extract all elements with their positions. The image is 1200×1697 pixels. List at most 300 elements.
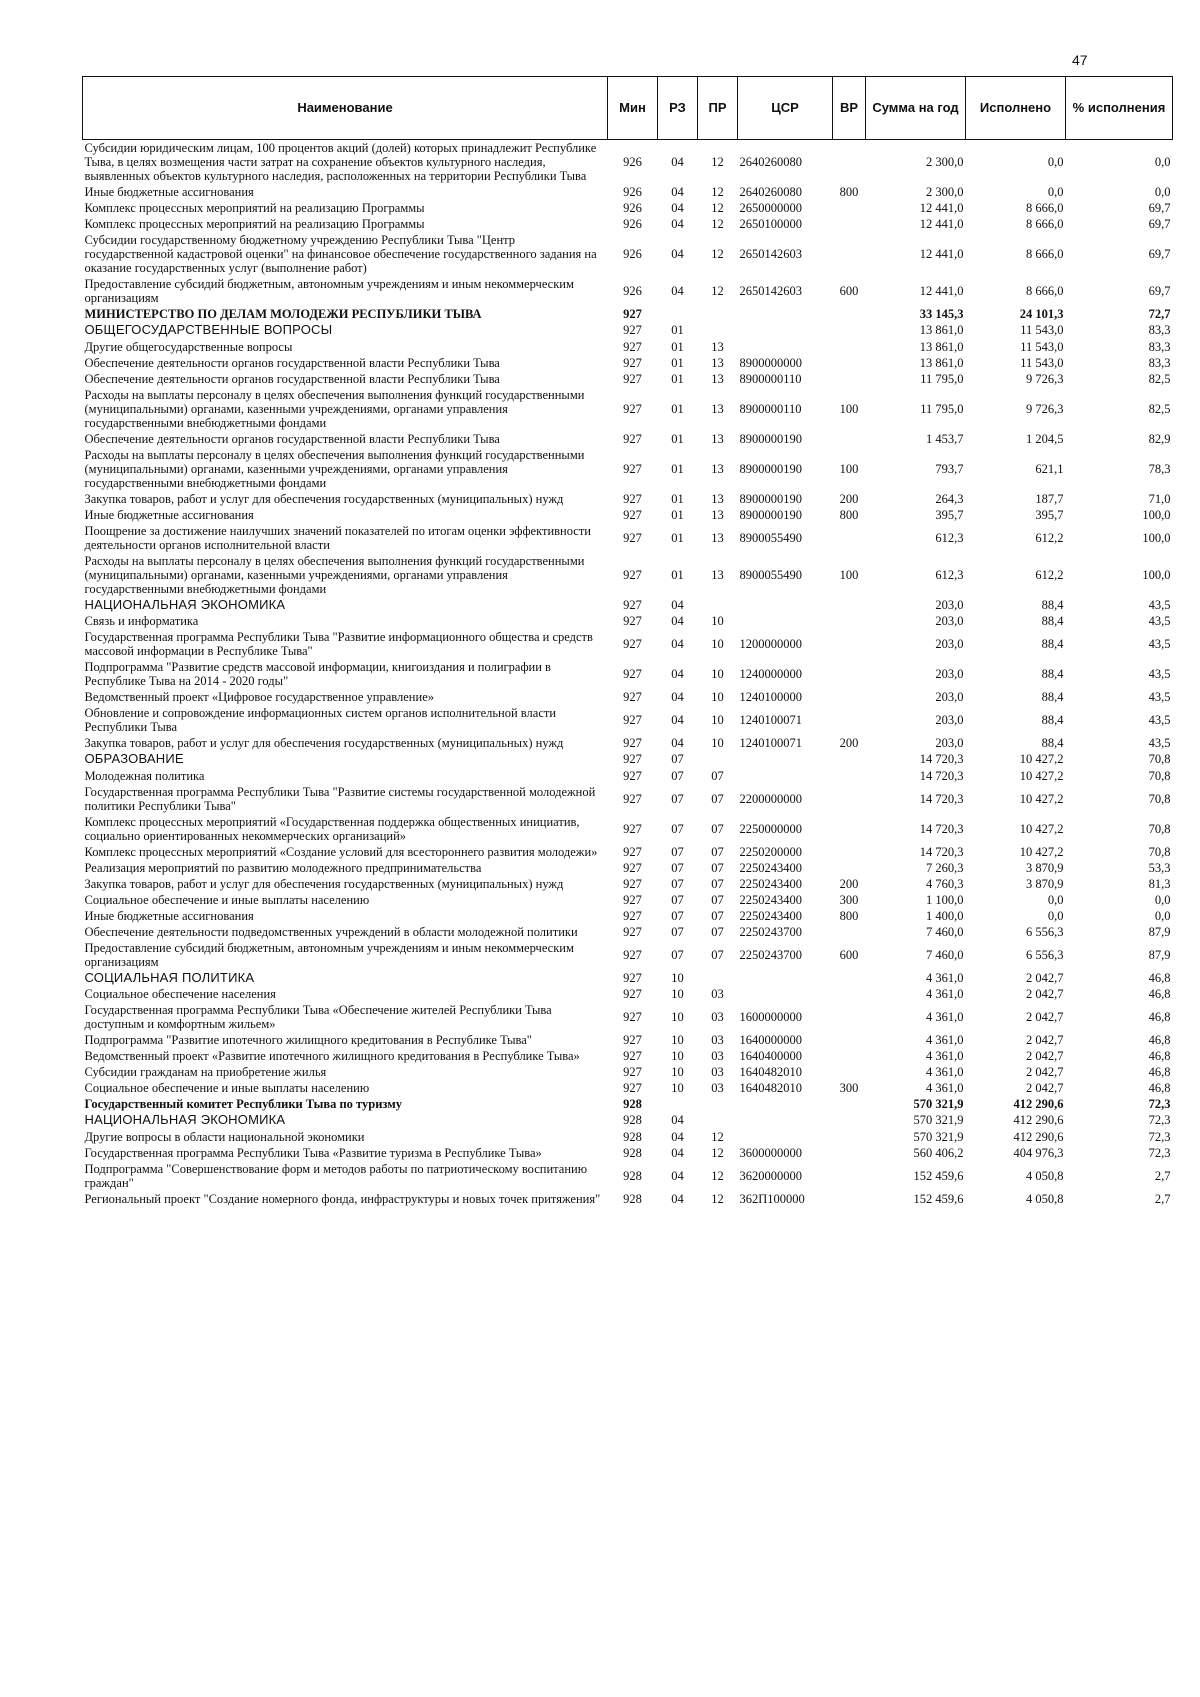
row-name-cell: Обновление и сопровождение информационных систем органов исполнительной власти Республики Тыва bbox=[84, 706, 557, 735]
row-sum-cell: 12 441,0 bbox=[919, 201, 964, 215]
row-rz-cell: 07 bbox=[671, 947, 684, 962]
row-sum-cell: 13 861,0 bbox=[919, 339, 964, 354]
table-row bbox=[83, 892, 1173, 908]
row-pct-cell: 70,8 bbox=[1148, 752, 1171, 767]
row-min-cell: 927 bbox=[623, 736, 642, 751]
row-pr-cell: 13 bbox=[711, 507, 724, 522]
row-name-cell: Субсидии государственному бюджетному учреждению Республики Тыва "Центр государственной кадастровой оценки" на финансовое обеспечение государственного задания на оказание государственных услуг (выполнение работ) bbox=[84, 233, 597, 275]
table-row bbox=[83, 1112, 1173, 1129]
row-min-cell: 927 bbox=[623, 667, 642, 682]
row-csr-cell: 8900000190 bbox=[739, 461, 802, 476]
table-body bbox=[83, 140, 1173, 1207]
row-csr-cell: 8900000110 bbox=[739, 401, 802, 416]
header-row bbox=[83, 77, 1173, 140]
row-pr-cell bbox=[698, 1112, 738, 1129]
row-done-cell: 88,4 bbox=[1041, 713, 1064, 728]
table-row bbox=[83, 784, 1173, 814]
row-min-cell: 927 bbox=[623, 791, 642, 806]
row-min-cell: 927 bbox=[623, 987, 642, 1002]
row-rz-cell: 01 bbox=[671, 507, 684, 522]
row-min-cell: 927 bbox=[623, 491, 642, 506]
row-name-cell: СОЦИАЛЬНАЯ ПОЛИТИКА bbox=[84, 969, 255, 985]
row-pr-cell: 12 bbox=[711, 1168, 724, 1183]
row-rz-cell: 04 bbox=[671, 1129, 684, 1144]
row-name-cell: Государственная программа Республики Тыва «Развитие туризма в Республике Тыва» bbox=[84, 1145, 542, 1160]
row-done-cell: 88,4 bbox=[1041, 597, 1064, 612]
row-vr-cell: 100 bbox=[839, 461, 859, 476]
row-sum-cell: 612,3 bbox=[935, 567, 964, 582]
row-pr-cell: 13 bbox=[711, 530, 724, 545]
row-pr-cell: 07 bbox=[711, 908, 724, 923]
row-sum-cell: 793,7 bbox=[935, 461, 964, 476]
row-min-cell: 926 bbox=[623, 284, 642, 298]
row-sum-cell: 152 459,6 bbox=[913, 1168, 964, 1183]
row-rz-cell: 04 bbox=[671, 185, 684, 199]
row-pct-cell: 69,7 bbox=[1148, 247, 1171, 261]
col-header-rz: РЗ bbox=[658, 77, 698, 140]
table-row bbox=[83, 140, 1173, 185]
row-csr-cell: 3620000000 bbox=[739, 1168, 802, 1183]
table-row bbox=[83, 1048, 1173, 1064]
row-name-cell: Социальное обеспечение и иные выплаты населению bbox=[84, 1081, 370, 1096]
row-rz-cell: 07 bbox=[671, 892, 684, 907]
row-name-cell: Молодежная политика bbox=[84, 768, 205, 783]
row-done-cell: 2 042,7 bbox=[1026, 987, 1064, 1002]
row-pct-cell: 72,7 bbox=[1148, 307, 1171, 321]
row-done-cell: 8 666,0 bbox=[1026, 217, 1064, 231]
row-pct-cell: 70,8 bbox=[1148, 844, 1171, 859]
row-pct-cell: 72,3 bbox=[1148, 1129, 1171, 1144]
table-row bbox=[83, 339, 1173, 355]
row-pr-cell: 07 bbox=[711, 768, 724, 783]
row-pct-cell: 53,3 bbox=[1148, 860, 1171, 875]
row-rz-cell: 07 bbox=[671, 821, 684, 836]
row-min-cell: 927 bbox=[623, 401, 642, 416]
table-row bbox=[83, 940, 1173, 970]
row-pct-cell: 100,0 bbox=[1142, 530, 1171, 545]
row-rz-cell: 07 bbox=[671, 860, 684, 875]
row-pct-cell: 0,0 bbox=[1154, 908, 1171, 923]
row-name-cell: Предоставление субсидий бюджетным, автономным учреждениям и иным некоммерческим организациям bbox=[84, 277, 574, 305]
row-done-cell: 88,4 bbox=[1041, 736, 1064, 751]
table-row bbox=[83, 1002, 1173, 1032]
row-pr-cell: 13 bbox=[711, 461, 724, 476]
row-pr-cell: 13 bbox=[711, 355, 724, 370]
row-csr-cell: 8900000000 bbox=[739, 355, 802, 370]
row-pct-cell: 70,8 bbox=[1148, 768, 1171, 783]
row-sum-cell: 203,0 bbox=[935, 690, 964, 705]
row-min-cell: 927 bbox=[623, 614, 642, 629]
row-sum-cell: 4 361,0 bbox=[926, 987, 964, 1002]
row-done-cell: 412 290,6 bbox=[1013, 1097, 1064, 1112]
row-rz-cell: 10 bbox=[671, 1033, 684, 1048]
row-pr-cell: 12 bbox=[711, 1145, 724, 1160]
table-row bbox=[83, 986, 1173, 1002]
row-vr-cell: 200 bbox=[839, 491, 859, 506]
row-done-cell: 3 870,9 bbox=[1026, 876, 1064, 891]
row-pr-cell: 03 bbox=[711, 1033, 724, 1048]
row-rz-cell: 04 bbox=[671, 614, 684, 629]
row-pr-cell: 13 bbox=[711, 431, 724, 446]
row-vr-cell bbox=[833, 1112, 866, 1129]
row-vr-cell bbox=[833, 322, 866, 339]
row-pr-cell: 03 bbox=[711, 1010, 724, 1025]
row-pr-cell: 13 bbox=[711, 401, 724, 416]
row-csr-cell: 2250243400 bbox=[739, 908, 802, 923]
budget-table bbox=[82, 76, 1173, 1207]
row-done-cell: 612,2 bbox=[1035, 530, 1064, 545]
row-rz-cell: 10 bbox=[671, 1081, 684, 1096]
row-csr-cell: 8900000110 bbox=[739, 371, 802, 386]
row-min-cell: 928 bbox=[623, 1113, 642, 1128]
row-name-cell: Другие общегосударственные вопросы bbox=[84, 339, 293, 354]
table-row bbox=[83, 970, 1173, 987]
row-pr-cell bbox=[698, 970, 738, 987]
row-pr-cell bbox=[698, 597, 738, 614]
row-sum-cell: 1 453,7 bbox=[926, 431, 964, 446]
row-rz-cell: 01 bbox=[671, 567, 684, 582]
row-vr-cell bbox=[833, 306, 866, 322]
row-done-cell: 10 427,2 bbox=[1019, 844, 1064, 859]
row-pr-cell: 07 bbox=[711, 947, 724, 962]
row-csr-cell bbox=[738, 751, 833, 768]
row-rz-cell: 04 bbox=[671, 667, 684, 682]
row-pr-cell: 12 bbox=[711, 1191, 724, 1206]
row-pct-cell: 2,7 bbox=[1154, 1168, 1171, 1183]
row-pct-cell: 69,7 bbox=[1148, 284, 1171, 298]
row-min-cell: 927 bbox=[623, 1081, 642, 1096]
row-done-cell: 2 042,7 bbox=[1026, 1065, 1064, 1080]
row-pct-cell: 72,3 bbox=[1148, 1097, 1171, 1112]
row-rz-cell: 01 bbox=[671, 401, 684, 416]
row-pct-cell: 100,0 bbox=[1142, 507, 1171, 522]
table-row bbox=[83, 1064, 1173, 1080]
row-rz-cell bbox=[658, 1096, 698, 1112]
table-row bbox=[83, 613, 1173, 629]
row-sum-cell: 4 760,3 bbox=[926, 876, 964, 891]
row-vr-cell bbox=[833, 1002, 866, 1032]
row-pr-cell: 07 bbox=[711, 821, 724, 836]
row-name-cell: Субсидии гражданам на приобретение жилья bbox=[84, 1065, 327, 1080]
row-csr-cell bbox=[738, 1112, 833, 1129]
row-vr-cell: 200 bbox=[839, 736, 859, 751]
row-vr-cell bbox=[833, 431, 866, 447]
row-csr-cell: 2200000000 bbox=[739, 791, 802, 806]
row-csr-cell bbox=[738, 1129, 833, 1145]
row-sum-cell: 203,0 bbox=[935, 637, 964, 652]
row-name-cell: Ведомственный проект «Цифровое государственное управление» bbox=[84, 690, 434, 705]
row-pr-cell: 10 bbox=[711, 637, 724, 652]
row-name-cell: НАЦИОНАЛЬНАЯ ЭКОНОМИКА bbox=[84, 596, 286, 612]
row-name-cell: Подпрограмма "Развитие ипотечного жилищного кредитования в Республике Тыва" bbox=[84, 1033, 532, 1048]
row-min-cell: 927 bbox=[623, 844, 642, 859]
table-row bbox=[83, 924, 1173, 940]
row-done-cell: 2 042,7 bbox=[1026, 1033, 1064, 1048]
row-sum-cell: 11 795,0 bbox=[920, 401, 964, 416]
row-sum-cell: 7 460,0 bbox=[926, 924, 964, 939]
row-min-cell: 927 bbox=[623, 768, 642, 783]
row-pct-cell: 87,9 bbox=[1148, 924, 1171, 939]
row-vr-cell bbox=[833, 751, 866, 768]
row-vr-cell bbox=[833, 371, 866, 387]
row-pr-cell bbox=[698, 322, 738, 339]
row-vr-cell bbox=[833, 1145, 866, 1161]
row-min-cell: 927 bbox=[623, 530, 642, 545]
row-rz-cell: 10 bbox=[671, 1049, 684, 1064]
row-pct-cell: 43,5 bbox=[1148, 597, 1171, 612]
row-min-cell: 926 bbox=[623, 201, 642, 215]
row-vr-cell: 600 bbox=[839, 947, 859, 962]
table-row bbox=[83, 629, 1173, 659]
row-vr-cell: 100 bbox=[839, 567, 859, 582]
row-min-cell: 927 bbox=[623, 821, 642, 836]
row-sum-cell: 4 361,0 bbox=[926, 970, 964, 985]
row-pct-cell: 87,9 bbox=[1148, 947, 1171, 962]
row-rz-cell: 07 bbox=[671, 876, 684, 891]
row-rz-cell bbox=[658, 306, 698, 322]
row-name-cell: ОБРАЗОВАНИЕ bbox=[84, 751, 184, 767]
row-name-cell: НАЦИОНАЛЬНАЯ ЭКОНОМИКА bbox=[84, 1112, 286, 1128]
row-sum-cell: 264,3 bbox=[935, 491, 964, 506]
table-row bbox=[83, 1080, 1173, 1096]
col-header-min: Мин bbox=[608, 77, 658, 140]
row-csr-cell: 8900055490 bbox=[739, 530, 802, 545]
row-pct-cell: 0,0 bbox=[1154, 892, 1171, 907]
table-row bbox=[83, 751, 1173, 768]
row-pct-cell: 69,7 bbox=[1148, 201, 1171, 215]
row-min-cell: 927 bbox=[623, 637, 642, 652]
row-pr-cell: 10 bbox=[711, 667, 724, 682]
table-row bbox=[83, 306, 1173, 322]
row-vr-cell bbox=[833, 1032, 866, 1048]
row-sum-cell: 203,0 bbox=[935, 614, 964, 629]
row-done-cell: 8 666,0 bbox=[1026, 201, 1064, 215]
row-pr-cell bbox=[698, 306, 738, 322]
row-min-cell: 927 bbox=[623, 970, 642, 985]
row-rz-cell: 10 bbox=[671, 1010, 684, 1025]
row-pr-cell: 03 bbox=[711, 1081, 724, 1096]
row-vr-cell: 300 bbox=[839, 1081, 859, 1096]
row-done-cell: 8 666,0 bbox=[1026, 247, 1064, 261]
row-sum-cell: 4 361,0 bbox=[926, 1033, 964, 1048]
row-csr-cell: 2250243700 bbox=[739, 924, 802, 939]
row-vr-cell bbox=[833, 1048, 866, 1064]
row-name-cell: Государственный комитет Республики Тыва по туризму bbox=[84, 1097, 403, 1112]
row-pct-cell: 83,3 bbox=[1148, 339, 1171, 354]
row-name-cell: Обеспечение деятельности органов государственной власти Республики Тыва bbox=[84, 431, 500, 446]
row-sum-cell: 13 861,0 bbox=[919, 323, 964, 338]
row-pr-cell bbox=[698, 1096, 738, 1112]
row-vr-cell bbox=[833, 1161, 866, 1191]
row-done-cell: 2 042,7 bbox=[1026, 1049, 1064, 1064]
row-csr-cell: 2250243400 bbox=[739, 892, 802, 907]
row-rz-cell: 07 bbox=[671, 791, 684, 806]
row-done-cell: 10 427,2 bbox=[1019, 821, 1064, 836]
table-row bbox=[83, 1191, 1173, 1207]
row-name-cell: Другие вопросы в области национальной экономики bbox=[84, 1129, 365, 1144]
row-pct-cell: 46,8 bbox=[1148, 970, 1171, 985]
row-rz-cell: 04 bbox=[671, 736, 684, 751]
row-csr-cell bbox=[738, 768, 833, 784]
row-csr-cell: 1640482010 bbox=[739, 1081, 802, 1096]
row-done-cell: 0,0 bbox=[1047, 155, 1064, 169]
row-pr-cell: 12 bbox=[711, 217, 724, 231]
row-done-cell: 10 427,2 bbox=[1019, 752, 1064, 767]
row-min-cell: 927 bbox=[623, 947, 642, 962]
row-name-cell: Комплекс процессных мероприятий «Создание условий для всестороннего развития молодежи» bbox=[84, 844, 598, 859]
row-min-cell: 927 bbox=[623, 355, 642, 370]
row-pct-cell: 70,8 bbox=[1148, 791, 1171, 806]
row-pct-cell: 0,0 bbox=[1154, 155, 1171, 169]
row-vr-cell bbox=[833, 768, 866, 784]
row-csr-cell: 1640482010 bbox=[739, 1065, 802, 1080]
row-min-cell: 927 bbox=[623, 567, 642, 582]
row-csr-cell: 3600000000 bbox=[739, 1145, 802, 1160]
row-csr-cell: 2250000000 bbox=[739, 821, 802, 836]
row-min-cell: 927 bbox=[623, 1049, 642, 1064]
row-pct-cell: 43,5 bbox=[1148, 736, 1171, 751]
row-pct-cell: 0,0 bbox=[1154, 185, 1171, 199]
row-done-cell: 404 976,3 bbox=[1013, 1145, 1064, 1160]
row-name-cell: Предоставление субсидий бюджетным, автономным учреждениям и иным некоммерческим организациям bbox=[84, 940, 574, 969]
row-pct-cell: 43,5 bbox=[1148, 667, 1171, 682]
row-pct-cell: 72,3 bbox=[1148, 1145, 1171, 1160]
row-min-cell: 927 bbox=[623, 690, 642, 705]
row-vr-cell bbox=[833, 705, 866, 735]
row-min-cell: 928 bbox=[623, 1191, 642, 1206]
row-name-cell: Иные бюджетные ассигнования bbox=[84, 185, 254, 199]
row-min-cell: 926 bbox=[623, 185, 642, 199]
table-row bbox=[83, 355, 1173, 371]
row-done-cell: 2 042,7 bbox=[1026, 1081, 1064, 1096]
row-done-cell: 88,4 bbox=[1041, 637, 1064, 652]
row-pr-cell: 07 bbox=[711, 844, 724, 859]
row-vr-cell bbox=[833, 784, 866, 814]
row-sum-cell: 570 321,9 bbox=[913, 1097, 964, 1112]
row-pct-cell: 43,5 bbox=[1148, 637, 1171, 652]
row-min-cell: 927 bbox=[623, 597, 642, 612]
row-sum-cell: 13 861,0 bbox=[919, 355, 964, 370]
row-name-cell: Поощрение за достижение наилучших значений показателей по итогам оценки эффективности деятельности органов исполнительной власти bbox=[84, 523, 592, 552]
row-name-cell: Государственная программа Республики Тыва «Обеспечение жителей Республики Тыва доступным и комфортным жильем» bbox=[84, 1003, 552, 1032]
row-pr-cell: 12 bbox=[711, 1129, 724, 1144]
row-rz-cell: 01 bbox=[671, 530, 684, 545]
row-pct-cell: 82,5 bbox=[1148, 371, 1171, 386]
row-csr-cell: 2250243400 bbox=[739, 860, 802, 875]
table-row bbox=[83, 200, 1173, 216]
table-row bbox=[83, 659, 1173, 689]
row-sum-cell: 14 720,3 bbox=[919, 821, 964, 836]
row-name-cell: Иные бюджетные ассигнования bbox=[84, 507, 254, 522]
row-sum-cell: 12 441,0 bbox=[919, 247, 964, 261]
row-vr-cell bbox=[833, 986, 866, 1002]
row-sum-cell: 14 720,3 bbox=[919, 752, 964, 767]
row-pct-cell: 82,5 bbox=[1148, 401, 1171, 416]
row-sum-cell: 1 100,0 bbox=[926, 892, 964, 907]
row-pr-cell: 03 bbox=[711, 1049, 724, 1064]
col-header-sum: Сумма на год bbox=[866, 77, 966, 140]
row-vr-cell bbox=[833, 355, 866, 371]
row-rz-cell: 07 bbox=[671, 768, 684, 783]
table-row bbox=[83, 216, 1173, 232]
row-done-cell: 612,2 bbox=[1035, 567, 1064, 582]
row-sum-cell: 560 406,2 bbox=[913, 1145, 964, 1160]
table-row bbox=[83, 735, 1173, 751]
row-sum-cell: 2 300,0 bbox=[926, 185, 964, 199]
row-pct-cell: 43,5 bbox=[1148, 614, 1171, 629]
row-done-cell: 395,7 bbox=[1035, 507, 1064, 522]
row-done-cell: 4 050,8 bbox=[1026, 1168, 1064, 1183]
row-min-cell: 927 bbox=[623, 339, 642, 354]
table-row bbox=[83, 768, 1173, 784]
row-min-cell: 927 bbox=[623, 860, 642, 875]
row-min-cell: 927 bbox=[623, 892, 642, 907]
row-csr-cell bbox=[738, 306, 833, 322]
row-name-cell: Социальное обеспечение и иные выплаты населению bbox=[84, 892, 370, 907]
row-rz-cell: 04 bbox=[671, 597, 684, 612]
row-vr-cell bbox=[833, 629, 866, 659]
row-min-cell: 926 bbox=[623, 155, 642, 169]
row-name-cell: ОБЩЕГОСУДАРСТВЕННЫЕ ВОПРОСЫ bbox=[84, 322, 333, 337]
row-rz-cell: 01 bbox=[671, 371, 684, 386]
row-sum-cell: 7 260,3 bbox=[926, 860, 964, 875]
row-name-cell: Социальное обеспечение населения bbox=[84, 987, 276, 1002]
row-vr-cell: 800 bbox=[839, 185, 859, 199]
row-name-cell: Подпрограмма "Развитие средств массовой информации, книгоиздания и полиграфии в Республике Тыва на 2014 - 2020 годы" bbox=[84, 660, 551, 689]
row-csr-cell bbox=[738, 986, 833, 1002]
table-row bbox=[83, 1096, 1173, 1112]
row-sum-cell: 7 460,0 bbox=[926, 947, 964, 962]
row-min-cell: 928 bbox=[623, 1097, 642, 1112]
row-pr-cell: 13 bbox=[711, 339, 724, 354]
row-name-cell: Закупка товаров, работ и услуг для обеспечения государственных (муниципальных) нужд bbox=[84, 491, 564, 506]
row-name-cell: Реализация мероприятий по развитию молодежного предпринимательства bbox=[84, 860, 482, 875]
row-min-cell: 927 bbox=[623, 752, 642, 767]
row-pr-cell: 07 bbox=[711, 791, 724, 806]
row-csr-cell: 8900000190 bbox=[739, 431, 802, 446]
row-min-cell: 927 bbox=[623, 1033, 642, 1048]
row-name-cell: Обеспечение деятельности подведомственных учреждений в области молодежной политики bbox=[84, 924, 578, 939]
row-vr-cell bbox=[833, 232, 866, 276]
col-header-done: Исполнено bbox=[966, 77, 1066, 140]
row-done-cell: 0,0 bbox=[1047, 908, 1064, 923]
row-csr-cell: 1640000000 bbox=[739, 1033, 802, 1048]
row-csr-cell: 2650142603 bbox=[739, 284, 802, 298]
col-header-csr: ЦСР bbox=[738, 77, 833, 140]
row-sum-cell: 1 400,0 bbox=[926, 908, 964, 923]
row-name-cell: Комплекс процессных мероприятий на реализацию Программы bbox=[84, 201, 425, 215]
row-pr-cell: 10 bbox=[711, 713, 724, 728]
row-vr-cell bbox=[833, 200, 866, 216]
row-pct-cell: 2,7 bbox=[1154, 1191, 1171, 1206]
table-row bbox=[83, 371, 1173, 387]
row-rz-cell: 04 bbox=[671, 690, 684, 705]
row-pct-cell: 46,8 bbox=[1148, 1033, 1171, 1048]
table-row bbox=[83, 276, 1173, 306]
row-pct-cell: 46,8 bbox=[1148, 1081, 1171, 1096]
row-csr-cell: 362П100000 bbox=[739, 1191, 805, 1206]
row-min-cell: 927 bbox=[623, 1065, 642, 1080]
row-rz-cell: 04 bbox=[671, 201, 684, 215]
col-header-vr: ВР bbox=[833, 77, 866, 140]
row-csr-cell: 8900000190 bbox=[739, 507, 802, 522]
row-vr-cell: 800 bbox=[839, 507, 859, 522]
table-row bbox=[83, 689, 1173, 705]
row-pr-cell: 10 bbox=[711, 736, 724, 751]
row-min-cell: 927 bbox=[623, 307, 642, 321]
row-rz-cell: 07 bbox=[671, 844, 684, 859]
row-min-cell: 928 bbox=[623, 1145, 642, 1160]
